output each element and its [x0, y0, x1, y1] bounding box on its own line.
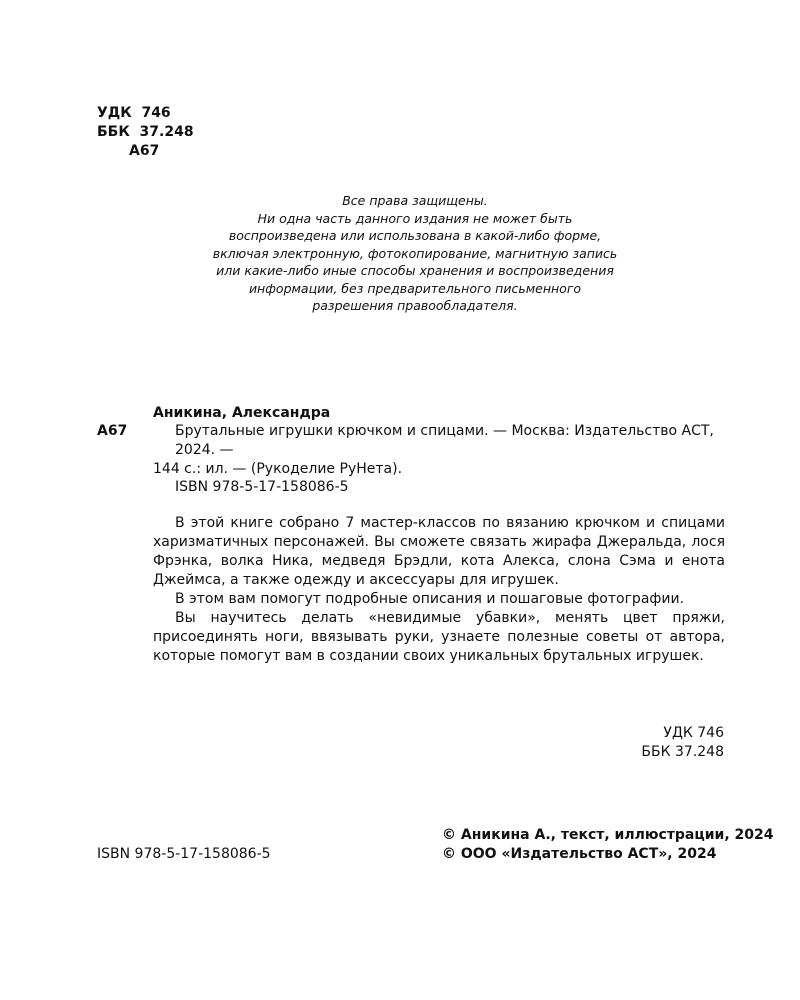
rights-line: Все права защищены. — [342, 193, 488, 208]
copyright-line: © Аникина А., текст, иллюстрации, 2024 — [442, 827, 774, 843]
rights-line: или какие-либо иные способы хранения и воспроизведения — [216, 263, 614, 278]
bbk-code: ББК 37.248 — [97, 124, 194, 140]
annotation-paragraph: В этом вам помогут подробные описания и пошаговые фотографии. — [175, 591, 685, 607]
rights-line: Ни одна часть данного издания не может быть — [257, 210, 573, 226]
bib-isbn: ISBN 978-5-17-158086-5 — [175, 479, 349, 495]
annotation-paragraph: В этой книге собрано 7 мастер-классов по вязанию крючком и спицами харизматичных персонажей. Вы сможете связать жирафа Джеральда, лося Фрэнка, волка Ника, медведя Брэдли, кота Алекса, слона Сэма и енота Джеймса, а также одежду и аксессуары для игрушек. — [153, 515, 725, 588]
annotation-paragraph: Вы научитесь делать «невидимые убавки», менять цвет пряжи, присоединять ноги, ввязывать руки, узнаете полезные советы от автора, которые помогут вам в создании своих уникальных брутальных игрушек. — [153, 610, 725, 664]
rights-line: разрешения правообладателя. — [312, 298, 518, 313]
rights-notice — [200, 192, 630, 315]
author-sign-code: А67 — [129, 143, 160, 159]
bib-author-sign: А67 — [97, 423, 128, 439]
udk-code-right: УДК 746 — [663, 725, 724, 741]
classification-block — [97, 104, 194, 161]
copyright-line: © ООО «Издательство АСТ», 2024 — [442, 846, 717, 862]
copyright-block — [442, 826, 774, 864]
bib-line-1: Брутальные игрушки крючком и спицами. — Москва: Издательство АСТ, 2024. — — [175, 423, 714, 458]
annotation — [153, 514, 725, 666]
isbn-bottom: ISBN 978-5-17-158086-5 — [97, 846, 271, 862]
codes-right — [641, 724, 724, 762]
rights-line: воспроизведена или использована в какой-либо форме, — [228, 228, 602, 243]
bib-description — [153, 422, 725, 479]
author-name: Аникина, Александра — [153, 405, 331, 421]
bib-line-2: 144 с.: ил. — (Рукоделие РуНета). — [153, 461, 403, 477]
rights-line: информации, без предварительного письменного — [248, 280, 582, 296]
bbk-code-right: ББК 37.248 — [641, 744, 724, 760]
udk-code: УДК 746 — [97, 105, 171, 121]
rights-line: включая электронную, фотокопирование, магнитную запись — [212, 245, 618, 261]
